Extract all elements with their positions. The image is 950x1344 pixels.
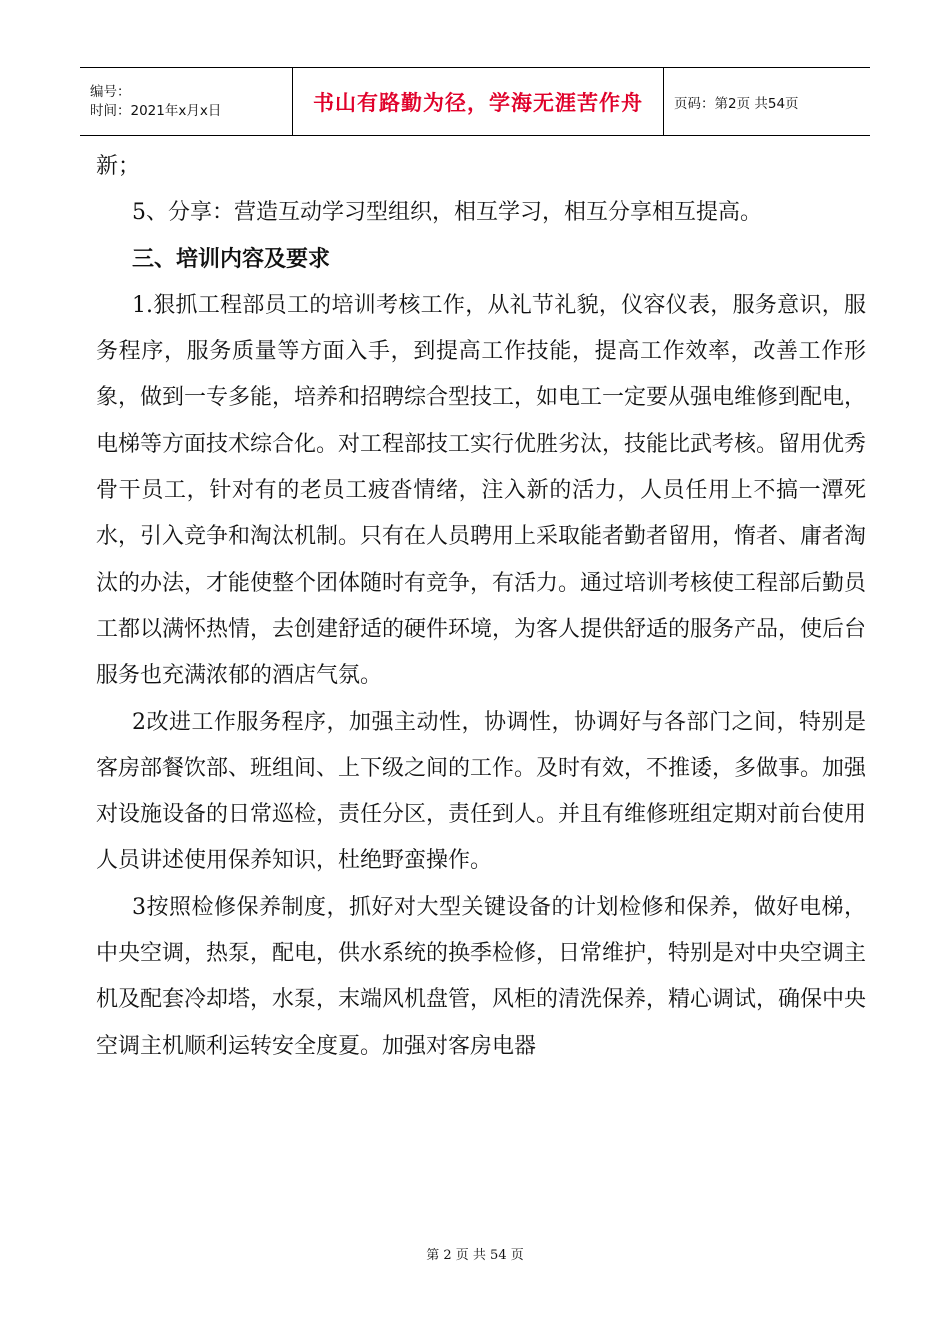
document-header <box>80 67 870 136</box>
paragraph-item-1: 1.狠抓工程部员工的培训考核工作，从礼节礼貌，仪容仪表，服务意识，服务程序，服务质量等方面入手，到提高工作技能，提高工作效率，改善工作形象，做到一专多能，培养和招聘综合型技工，如电工一定要从强电维修到配电，电梯等方面技术综合化。对工程部技工实行优胜劣汰，技能比武考核。留用优秀骨干员工，针对有的老员工疲沓情绪，注入新的活力，人员任用上不搞一潭死水，引入竞争和淘汰机制。只有在人员聘用上采取能者勤者留用，惰者、庸者淘汰的办法，才能使整个团体随时有竞争，有活力。通过培训考核使工程部后勤员工都以满怀热情，去创建舒适的硬件环境，为客人提供舒适的服务产品，使后台服务也充满浓郁的酒店气氛。 <box>96 292 867 689</box>
paragraph-item-3: 3按照检修保养制度，抓好对大型关键设备的计划检修和保养，做好电梯，中央空调，热泵，配电，供水系统的换季检修，日常维护，特别是对中央空调主机及配套冷却塔，水泵，末端风机盘管，风柜的清洗保养，精心调试，确保中央空调主机顺利运转安全度夏。加强对客房电器 <box>96 894 867 1059</box>
paragraph-continuation: 新； <box>96 154 141 179</box>
section-heading: 三、培训内容及要求 <box>132 246 331 272</box>
header-meta <box>80 68 293 136</box>
paragraph-item-5: 5、分享：营造互动学习型组织，相互学习，相互分享相互提高。 <box>132 200 762 226</box>
document-body <box>96 144 866 1070</box>
paragraph-item-2: 2改进工作服务程序，加强主动性，协调性，协调好与各部门之间，特别是客房部餐饮部、班组间、上下级之间的工作。及时有效，不推诿，多做事。加强对设施设备的日常巡检，责任分区，责任到人。并且有维修班组定期对前台使用人员讲述使用保养知识，杜绝野蛮操作。 <box>96 709 867 874</box>
header-motto: 书山有路勤为径，学海无涯苦作舟 <box>313 90 643 115</box>
page-footer: 第 2 页 共 54 页 <box>426 1248 524 1263</box>
header-page-code: 页码：第2页 共54页 <box>664 68 871 136</box>
document-time-label: 时间：2021年x月x日 <box>90 102 222 119</box>
header-motto-cell <box>293 68 664 136</box>
document-number-label: 编号： <box>90 83 131 100</box>
